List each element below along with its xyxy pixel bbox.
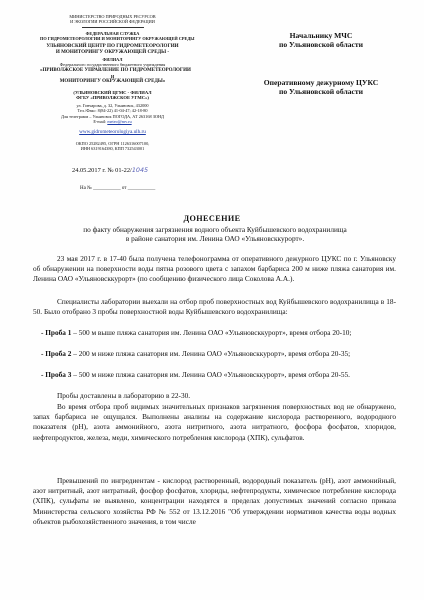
ministry-line1: МИНИСТЕРСТВО ПРИРОДНЫХ РЕСУРСОВ	[69, 14, 156, 19]
fgbu-line3: И	[110, 73, 115, 79]
recipient-1-line2: по Ульяновской области	[278, 40, 363, 49]
sample-1-label: - Проба 1	[41, 328, 72, 337]
center-line2: И МОНИТОРИНГУ ОКРУЖАЮЩЕЙ СРЕДЫ -	[55, 49, 170, 56]
sample-2-label: - Проба 2	[41, 349, 72, 358]
sample-2-text: – 200 м ниже пляжа санатория им. Ленина ОАО «Ульяновсккурорт», время отбора 20-35;	[71, 349, 351, 358]
paragraph-4: Во время отбора проб видимых значительных признаков загрязнения поверхностных вод не обнаружено, запах барбариса не ощущался. Выполнены анализы на содержание кислорода растворенного, водородного показателя (pH), азота аммонийного, азота нитритного, азота нитратного, фосфора фосфатов, хлоридов, нефтепродуктов, железа, меди, химического потребления кислорода (ХПК), сульфатов.	[33, 402, 396, 442]
recipient-1	[246, 31, 396, 49]
address-line1: ул. Гончарова, д. 32, Ульяновск, 432000	[76, 103, 149, 108]
handwritten-number: 1045	[131, 166, 149, 174]
sample-1	[33, 328, 396, 338]
subtitle-line1: по факту обнаружения загрязнения водного объекта Куйбышевского водохранилища	[83, 225, 347, 234]
recipient-2	[246, 78, 396, 96]
fgbu-line4: МОНИТОРИНГУ ОКРУЖАЮЩЕЙ СРЕДЫ»	[59, 79, 166, 85]
email-label: E-mail:	[93, 119, 107, 125]
branch-word: ФИЛИАЛ	[102, 57, 123, 62]
short-line1: (УЛЬЯНОВСКИЙ ЦГМС - ФИЛИАЛ	[73, 90, 152, 95]
center-line1: УЛЬЯНОВСКИЙ ЦЕНТР ПО ГИДРОМЕТЕОРОЛОГИИ	[46, 43, 179, 49]
sample-1-text: – 500 м выше пляжа санатория им. Ленина ОАО «Ульяновсккурорт», время отбора 20-10;	[71, 328, 352, 337]
sample-3-label: - Проба 3	[41, 370, 72, 379]
codes-block	[40, 141, 185, 152]
short-line2: ФГБУ «ПРИВОЛЖСКОЕ УГМС»)	[76, 95, 149, 101]
short-name-block	[40, 90, 185, 101]
okpo-line: ОКПО 25282495, ОГРН 1126316007100,	[75, 141, 150, 146]
recipient-2-line2: по Ульяновской области	[278, 87, 363, 96]
email-line	[40, 119, 185, 124]
recipient-2-line1: Оперативному дежурному ЦУКС	[263, 78, 379, 87]
paragraph-3: Пробы доставлены в лабораторию в 22-30.	[57, 391, 191, 400]
ministry-line2: И ЭКОЛОГИИ РОССИЙСКОЙ ФЕДЕРАЦИИ	[70, 19, 155, 25]
website-link[interactable]: www.gidrometeorologiya.ulh.ru	[79, 129, 146, 135]
email-link[interactable]: meteo@mv.ru	[107, 119, 132, 125]
reference-line: На № ___________ от ___________	[80, 186, 156, 191]
address-block	[40, 103, 185, 125]
address-line2: Тел./Факс: 8(84-22) 41-04-47; 42-18-80	[77, 108, 148, 114]
center-name-block	[40, 43, 185, 55]
subtitle-line2: в районе санатория им. Ленина ОАО «Ульяновсккурорт».	[125, 234, 305, 243]
paragraph-2: Специалисты лаборатории выехали на отбор проб поверхностных вод Куйбышевского водохранилища в 18-50. Было отобрано 3 пробы поверхностной воды Куйбышевского водохранилища:	[33, 297, 396, 317]
sample-3-text: – 500 м ниже пляжа санатория им. Ленина ОАО «Ульяновсккурорт», время отбора 20-55.	[71, 370, 351, 379]
fgbu-line1: Федерального государственного бюджетного учреждения	[59, 62, 166, 68]
sample-3	[33, 370, 396, 380]
date-number-text: 24.05.2017 г. № 01-22/	[72, 167, 132, 174]
fed-service-line2: ПО ГИДРОМЕТЕОРОЛОГИИ И МОНИТОРИНГУ ОКРУЖАЮЩЕЙ СРЕДЫ	[40, 36, 195, 42]
address-line3: Для телеграмм – Ульяновск ПОГОДА, АТ 263168 ЗОНД	[60, 113, 164, 119]
date-number-line	[72, 166, 148, 174]
document-title: ДОНЕСЕНИЕ	[183, 214, 241, 223]
recipient-1-line1: Начальнику МЧС	[289, 31, 353, 40]
fgbu-line2: «ПРИВОЛЖСКОЕ УПРАВЛЕНИЕ ПО ГИДРОМЕТЕОРОЛОГИИ	[40, 67, 191, 73]
paragraph-5: Превышений по ингредиентам - кислород растворенный, водородный показатель (pH), азот аммонийный, азот нитритный, азот нитратный, фосфор фосфатов, хлориды, нефтепродукты, химическое потребление кислорода (ХПК), сульфаты не выявлено, концентрации находятся в пределах допустимых значений согласно приказа Министерства сельского хозяйства РФ № 552 от 13.12.2016 "Об утверждении нормативов качества воды водных объектов рыбохозяйственного значения, в том числе	[33, 476, 396, 526]
letterhead-divider	[82, 27, 144, 28]
website-line	[40, 130, 185, 135]
paragraph-1: 23 мая 2017 г. в 17-40 была получена телефонограмма от оперативного дежурного ЦУКС по г. Ульяновску об обнаружении на поверхности воды пятна розового цвета с запахом барбариса 200 м ниже пляжа санатория им. Ленина ОАО «Ульяновсккурорт» (по сообщению физического лица Соколова А.А.).	[33, 254, 396, 284]
document-subtitle	[30, 225, 400, 243]
fgbu-block	[40, 57, 191, 85]
inn-line: ИНН 6319164380, КПП 732543001	[80, 146, 145, 152]
letterhead	[40, 14, 185, 25]
fed-service-block	[40, 31, 195, 42]
sample-2	[33, 349, 396, 359]
fed-service-line1: ФЕДЕРАЛЬНАЯ СЛУЖБА	[85, 31, 140, 36]
